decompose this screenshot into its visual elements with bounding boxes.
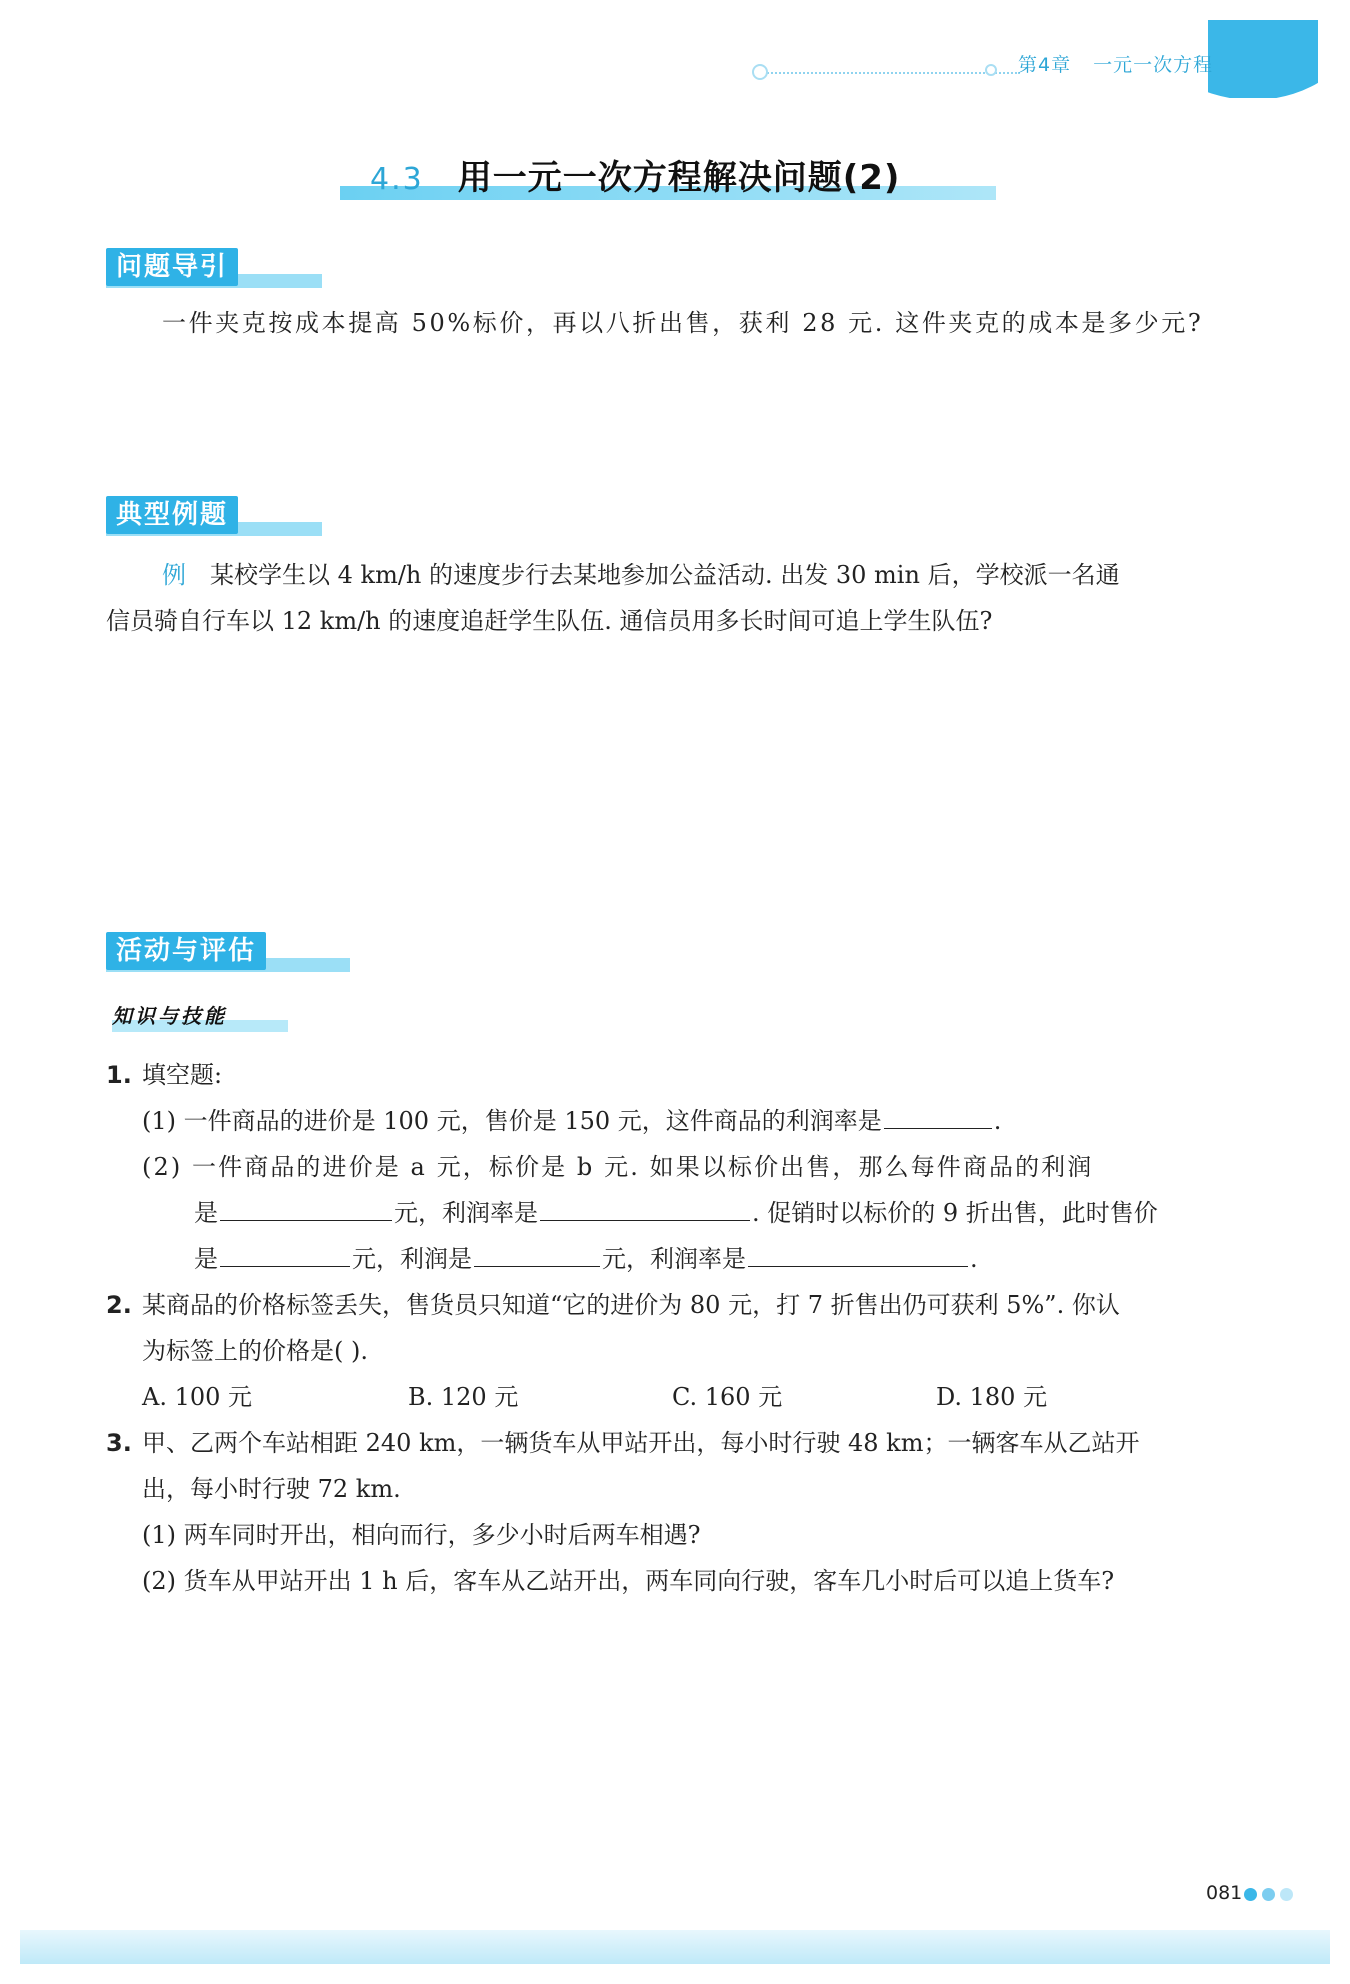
question-number: 2. xyxy=(106,1291,132,1319)
answer-blank[interactable] xyxy=(884,1104,992,1129)
page-dot-icon xyxy=(1262,1888,1275,1901)
page-dot-icon xyxy=(1244,1888,1257,1901)
question-3-line-2: 出，每小时行驶 72 km. xyxy=(142,1475,401,1503)
lesson-number: 4.3 xyxy=(370,162,424,197)
section-header-activity xyxy=(106,932,350,972)
chapter-number: 第4章 xyxy=(1018,54,1072,76)
chapter-title: 一元一次方程 xyxy=(1093,54,1214,76)
intro-question: 一件夹克按成本提高 50%标价，再以八折出售，获利 28 元. 这件夹克的成本是多少元? xyxy=(162,309,1204,337)
example-text: 某校学生以 4 km/h 的速度步行去某地参加公益活动. 出发 30 min 后，学校派一名通 xyxy=(210,561,1120,589)
section-label: 问题导引 xyxy=(106,248,238,286)
answer-blank[interactable] xyxy=(474,1242,600,1267)
lesson-title-text: 用一元一次方程解决问题(2) xyxy=(457,158,901,198)
answer-blank[interactable] xyxy=(220,1196,392,1221)
question-text: 元，利润率是 xyxy=(602,1245,746,1273)
question-text: 甲、乙两个车站相距 240 km，一辆货车从甲站开出，每小时行驶 48 km；一辆客车从乙站开 xyxy=(142,1429,1140,1457)
section-label: 典型例题 xyxy=(106,496,238,534)
header-ring-icon xyxy=(752,64,768,80)
example-tag: 例 xyxy=(162,561,186,589)
option-a[interactable]: A. 100 元 xyxy=(142,1383,253,1411)
lesson-title xyxy=(370,150,900,199)
example-line-2: 信员骑自行车以 12 km/h 的速度追赶学生队伍. 通信员用多长时间可追上学生队伍? xyxy=(106,607,993,635)
question-text: (1) 一件商品的进价是 100 元，售价是 150 元，这件商品的利润率是 xyxy=(142,1107,882,1135)
question-text: . 促销时以标价的 9 折出售，此时售价 xyxy=(752,1199,1158,1227)
question-number: 1. xyxy=(106,1061,132,1089)
option-b[interactable]: B. 120 元 xyxy=(408,1383,519,1411)
question-text: 元，利润是 xyxy=(352,1245,472,1273)
question-1-part-2-line-2 xyxy=(194,1196,1158,1230)
answer-blank[interactable] xyxy=(748,1242,968,1267)
page-dot-icon xyxy=(1280,1888,1293,1901)
section-label: 活动与评估 xyxy=(106,932,266,970)
question-3-sub-2: (2) 货车从甲站开出 1 h 后，客车从乙站开出，两车同向行驶，客车几小时后可以追上货车? xyxy=(142,1567,1115,1595)
question-1-part-2-line-1: (2) 一件商品的进价是 a 元，标价是 b 元. 如果以标价出售，那么每件商品的利润 xyxy=(142,1153,1094,1181)
option-d[interactable]: D. 180 元 xyxy=(936,1383,1048,1411)
question-3-line-1 xyxy=(106,1426,1139,1460)
punctuation: . xyxy=(970,1245,978,1273)
subsection-header xyxy=(112,1000,227,1029)
footer-band xyxy=(20,1930,1330,1964)
punctuation: . xyxy=(993,1107,1002,1135)
example-line-1 xyxy=(162,558,1120,592)
question-text: 某商品的价格标签丢失，售货员只知道“它的进价为 80 元，打 7 折售出仍可获利 5%”. 你认 xyxy=(142,1291,1120,1319)
corner-decoration xyxy=(1208,20,1318,98)
question-2-line-2: 为标签上的价格是( ). xyxy=(142,1337,368,1365)
question-text: 是 xyxy=(194,1199,218,1227)
header-ring-icon xyxy=(985,64,997,76)
question-1-stem xyxy=(106,1058,222,1092)
question-1-part-2-line-3 xyxy=(194,1242,978,1276)
question-text: 元，利润率是 xyxy=(394,1199,538,1227)
option-c[interactable]: C. 160 元 xyxy=(672,1383,783,1411)
question-text: 填空题: xyxy=(142,1061,223,1089)
answer-blank[interactable] xyxy=(220,1242,350,1267)
section-header-example xyxy=(106,496,322,536)
question-3-sub-1: (1) 两车同时开出，相向而行，多少小时后两车相遇? xyxy=(142,1521,701,1549)
question-1-part-1 xyxy=(142,1104,1001,1138)
question-text: 是 xyxy=(194,1245,218,1273)
header-dotted-line xyxy=(760,72,1020,74)
chapter-header xyxy=(1018,50,1213,77)
question-number: 3. xyxy=(106,1429,132,1457)
section-header-intro xyxy=(106,248,322,288)
page-number: 081 xyxy=(1206,1882,1243,1904)
answer-blank[interactable] xyxy=(540,1196,750,1221)
subsection-label: 知识与技能 xyxy=(112,1004,227,1028)
question-2-line-1 xyxy=(106,1288,1120,1322)
